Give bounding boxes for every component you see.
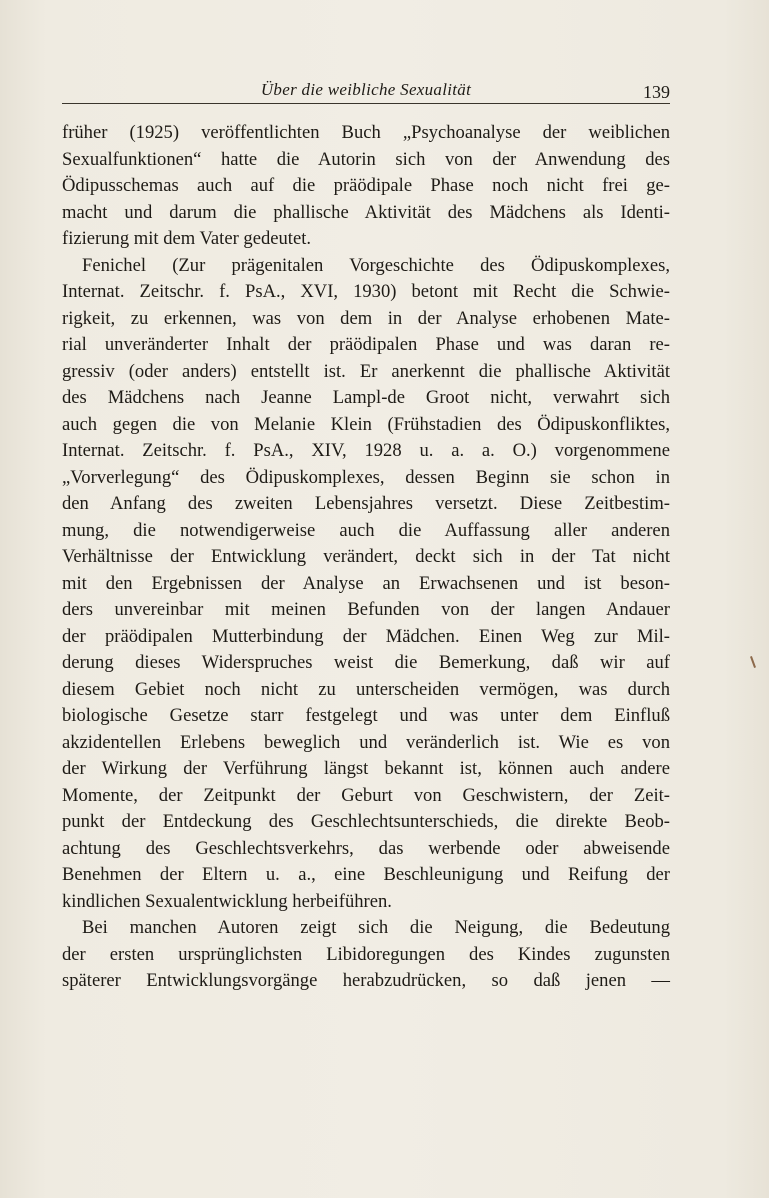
text-line: derung dieses Widerspruches weist die Bemerkung, daß wir auf bbox=[62, 652, 670, 673]
text-line: mit den Ergebnissen der Analyse an Erwachsenen und ist beson- bbox=[62, 572, 670, 594]
header-rule bbox=[62, 103, 670, 104]
margin-pencil-mark bbox=[750, 656, 756, 668]
text-line: Benehmen der Eltern u. a., eine Beschleunigung und Reifung der bbox=[62, 864, 670, 885]
text-line: der präödipalen Mutterbindung der Mädchen. Einen Weg zur Mil- bbox=[62, 625, 670, 647]
text-line: mung, die notwendigerweise auch die Auffassung aller anderen bbox=[62, 519, 670, 541]
text-line: Verhältnisse der Entwicklung verändert, deckt sich in der Tat nicht bbox=[62, 546, 670, 567]
text-line: den Anfang des zweiten Lebensjahres versetzt. Diese Zeitbestim- bbox=[62, 493, 670, 514]
page-number: 139 bbox=[643, 82, 670, 102]
text-line: späterer Entwicklungsvorgänge herabzudrücken, so daß jenen — bbox=[62, 970, 670, 991]
text-line: Internat. Zeitschr. f. PsA., XVI, 1930) betont mit Recht die Schwie- bbox=[62, 281, 670, 302]
text-line: Sexualfunktionen“ hatte die Autorin sich von der Anwendung des bbox=[62, 148, 670, 170]
text-line: macht und darum die phallische Aktivität des Mädchens als Identi- bbox=[62, 201, 670, 223]
text-line: Bei manchen Autoren zeigt sich die Neigung, die Bedeutung bbox=[82, 917, 670, 938]
text-line: kindlichen Sexualentwicklung herbeiführen. bbox=[62, 890, 392, 912]
text-line: „Vorverlegung“ des Ödipuskomplexes, dessen Beginn sie schon in bbox=[62, 466, 670, 488]
body-text bbox=[62, 120, 670, 995]
text-line: rial unveränderter Inhalt der präödipalen Phase und was daran re- bbox=[62, 334, 670, 355]
text-line: biologische Gesetze starr festgelegt und was unter dem Einfluß bbox=[62, 705, 670, 726]
text-line: achtung des Geschlechtsverkehrs, das werbende oder abweisende bbox=[62, 837, 670, 859]
text-line: rigkeit, zu erkennen, was von dem in der Analyse erhobenen Mate- bbox=[62, 307, 670, 329]
text-line: auch gegen die von Melanie Klein (Frühstadien des Ödipuskonfliktes, bbox=[62, 413, 670, 435]
text-line: früher (1925) veröffentlichten Buch „Psychoanalyse der weiblichen bbox=[62, 122, 670, 143]
text-line: Momente, der Zeitpunkt der Geburt von Geschwistern, der Zeit- bbox=[62, 784, 670, 806]
text-line: der Wirkung der Verführung längst bekannt ist, können auch andere bbox=[62, 758, 670, 779]
text-line: ders unvereinbar mit meinen Befunden von der langen Andauer bbox=[62, 599, 670, 620]
page-header bbox=[62, 76, 670, 104]
text-line: der ersten ursprünglichsten Libidoregungen des Kindes zugunsten bbox=[62, 943, 670, 965]
text-line: Fenichel (Zur prägenitalen Vorgeschichte des Ödipuskomplexes, bbox=[82, 254, 670, 276]
text-line: Internat. Zeitschr. f. PsA., XIV, 1928 u. a. a. O.) vorgenommene bbox=[62, 440, 670, 461]
text-line: punkt der Entdeckung des Geschlechtsunterschieds, die direkte Beob- bbox=[62, 811, 670, 832]
running-title: Über die weibliche Sexualität bbox=[260, 80, 472, 99]
text-line: Ödipusschemas auch auf die präödipale Phase noch nicht frei ge- bbox=[62, 175, 670, 196]
text-line: gressiv (oder anders) entstellt ist. Er anerkennt die phallische Aktivität bbox=[62, 360, 670, 382]
text-line: des Mädchens nach Jeanne Lampl-de Groot nicht, verwahrt sich bbox=[62, 387, 670, 408]
text-line: akzidentellen Erlebens beweglich und veränderlich ist. Wie es von bbox=[62, 731, 670, 753]
text-line: fizierung mit dem Vater gedeutet. bbox=[62, 228, 312, 249]
text-line: diesem Gebiet noch nicht zu unterscheiden vermögen, was durch bbox=[62, 678, 670, 700]
